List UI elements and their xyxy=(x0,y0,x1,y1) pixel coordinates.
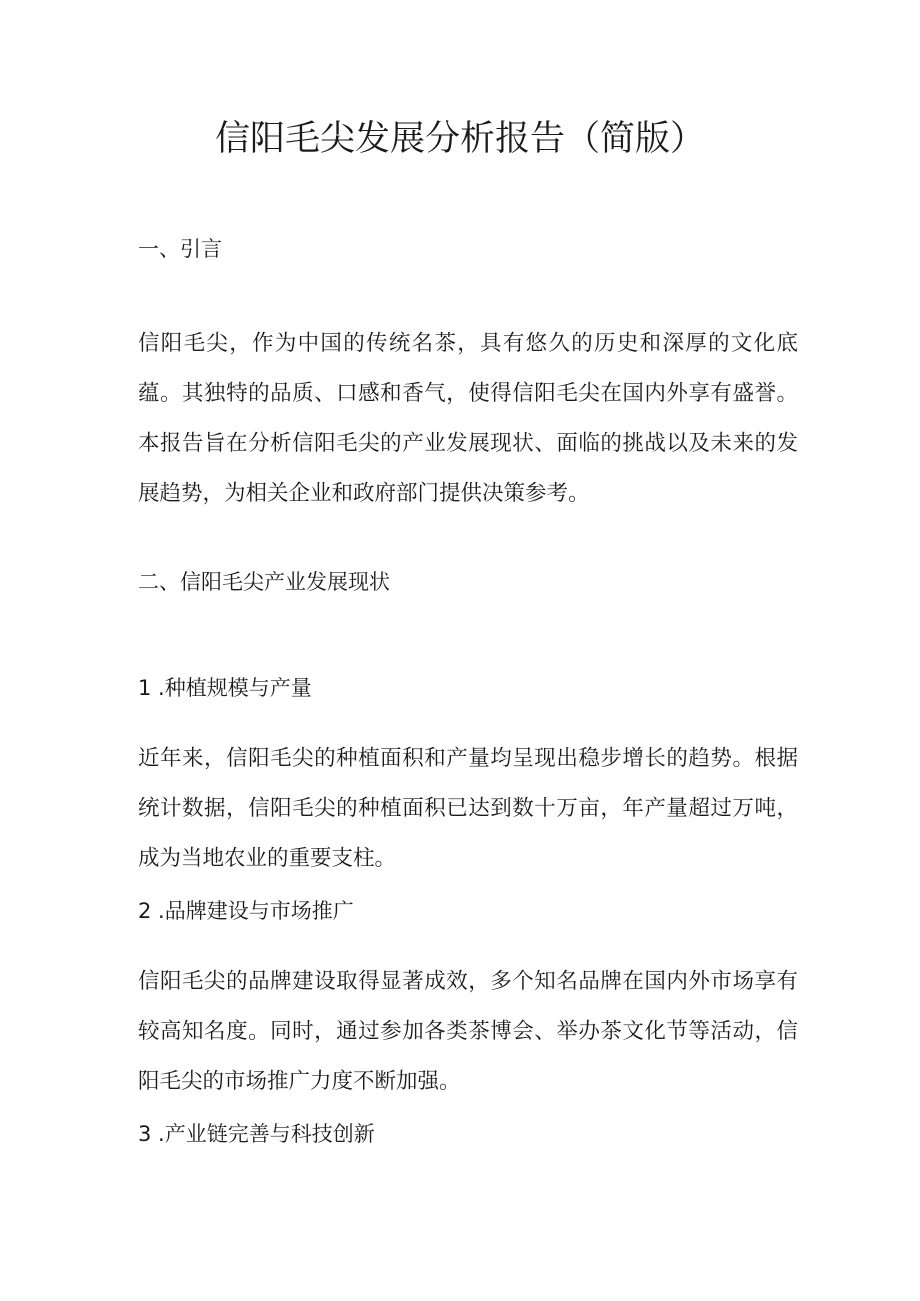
intro-paragraph: 信阳毛尖，作为中国的传统名茶，具有悠久的历史和深厚的文化底蕴。其独特的品质、口感和香气，使得信阳毛尖在国内外享有盛誉。本报告旨在分析信阳毛尖的产业发展现状、面临的挑战以及未来的发展趋势，为相关企业和政府部门提供决策参考。 xyxy=(138,331,798,506)
subsection-heading-brand: 2 .品牌建设与市场推广 xyxy=(138,899,354,923)
subsection-heading-planting: 1 .种植规模与产量 xyxy=(138,676,312,700)
subsection-heading-industry-chain: 3 .产业链完善与科技创新 xyxy=(138,1122,375,1146)
document-title: 信阳毛尖发展分析报告（简版） xyxy=(214,119,705,159)
section-heading-status: 二、信阳毛尖产业发展现状 xyxy=(138,570,390,594)
section-heading-intro: 一、引言 xyxy=(138,237,222,261)
planting-paragraph: 近年来，信阳毛尖的种植面积和产量均呈现出稳步增长的趋势。根据统计数据，信阳毛尖的种植面积已达到数十万亩，年产量超过万吨，成为当地农业的重要支柱。 xyxy=(138,746,798,871)
brand-paragraph: 信阳毛尖的品牌建设取得显著成效，多个知名品牌在国内外市场享有较高知名度。同时，通过参加各类茶博会、举办茶文化节等活动，信阳毛尖的市场推广力度不断加强。 xyxy=(138,969,798,1094)
